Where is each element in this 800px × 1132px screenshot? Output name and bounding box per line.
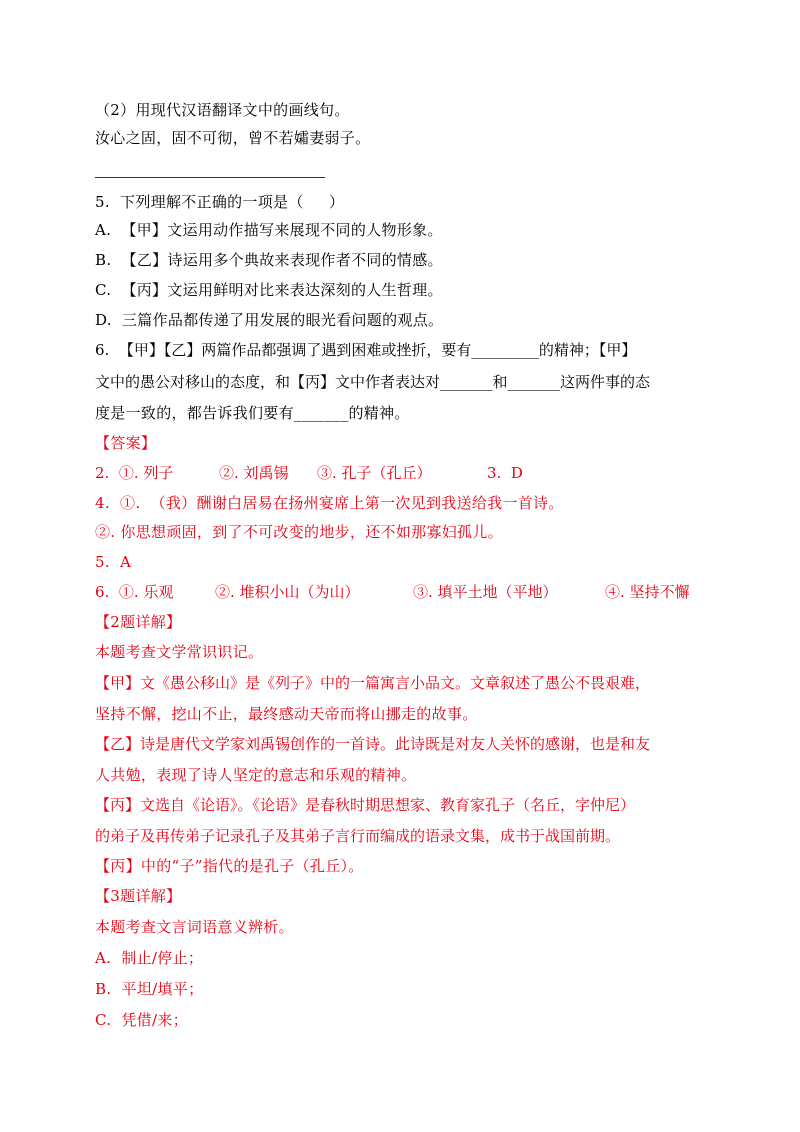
answer-4-1: 4. ①. （我）酬谢白居易在扬州宴席上第一次见到我送给我一首诗。: [95, 494, 564, 512]
answer-6-2: ②. 堆积小山（为山）: [215, 583, 360, 601]
q5-option-c: C. 【丙】文运用鲜明对比来表达深刻的人生哲理。: [95, 281, 443, 299]
q5-option-d: D. 三篇作品都传递了用发展的眼光看问题的观点。: [95, 311, 444, 329]
q6-line-3: 度是一致的，都告诉我们要有_______的精神。: [95, 404, 410, 422]
explain-2-yi-1: 【乙】诗是唐代文学家刘禹锡创作的一首诗。此诗既是对友人关怀的感谢，也是和友: [95, 735, 651, 753]
answers-heading: 【答案】: [95, 434, 157, 452]
explain-2-jia-1: 【甲】文《愚公移山》是《列子》中的一篇寓言小品文。文章叙述了愚公不畏艰难，: [95, 674, 651, 692]
explain-2-yi-2: 人共勉，表现了诗人坚定的意志和乐观的精神。: [95, 766, 417, 784]
q5-stem: 5. 下列理解不正确的一项是（ ）: [95, 193, 345, 211]
q4-2-prompt: （2）用现代汉语翻译文中的画线句。: [95, 101, 350, 119]
explain-3-a: A. 制止/停止；: [95, 949, 204, 967]
answer-3: 3. D: [487, 464, 523, 482]
explain-2-bing-2: 的弟子及再传弟子记录孔子及其弟子言行而编成的语录文集，成书于战国前期。: [95, 827, 621, 845]
explain-2-bing-3: 【丙】中的“子”指代的是孔子（孔丘）。: [95, 857, 364, 875]
answer-2-3: ③. 孔子（孔丘）: [317, 464, 432, 482]
explain-3-intro: 本题考查文言词语意义辨析。: [95, 918, 294, 936]
explain-3-c: C. 凭借/来；: [95, 1011, 189, 1029]
q6-line-1: 6. 【甲】【乙】两篇作品都强调了遇到困难或挫折，要有_________的精神；【甲】: [95, 341, 637, 359]
answer-2-2: ②. 刘禹锡: [219, 464, 289, 482]
answer-6-1: 6. ①. 乐观: [95, 583, 174, 601]
answer-4-2: ②. 你思想顽固，到了不可改变的地步，还不如那寡妇孤儿。: [95, 523, 503, 541]
answer-2-1: 2. ①. 列子: [95, 464, 174, 482]
explain-2-intro: 本题考查文学常识识记。: [95, 643, 264, 661]
q6-line-2: 文中的愚公对移山的态度，和【丙】文中作者表达对_______和_______这两件事的态: [95, 373, 651, 391]
answer-6-3: ③. 填平土地（平地）: [413, 583, 558, 601]
answer-6-4: ④. 坚持不懈: [605, 583, 690, 601]
answer-5: 5. A: [95, 553, 132, 571]
explain-2-jia-2: 坚持不懈，挖山不止，最终感动天帝而将山挪走的故事。: [95, 705, 478, 723]
q4-2-sentence: 汝心之固，固不可彻，曾不若孀妻弱子。: [95, 129, 371, 147]
q5-option-b: B. 【乙】诗运用多个典故来表现作者不同的情感。: [95, 251, 443, 269]
explain-2-heading: 【2题详解】: [95, 613, 182, 631]
answer-blank-line: [95, 177, 325, 178]
q5-option-a: A. 【甲】文运用动作描写来展现不同的人物形象。: [95, 221, 443, 239]
explain-2-bing-1: 【丙】文选自《论语》。《论语》是春秋时期思想家、教育家孔子（名丘，字仲尼）: [95, 796, 636, 814]
explain-3-heading: 【3题详解】: [95, 887, 182, 905]
explain-3-b: B. 平坦/填平；: [95, 980, 204, 998]
